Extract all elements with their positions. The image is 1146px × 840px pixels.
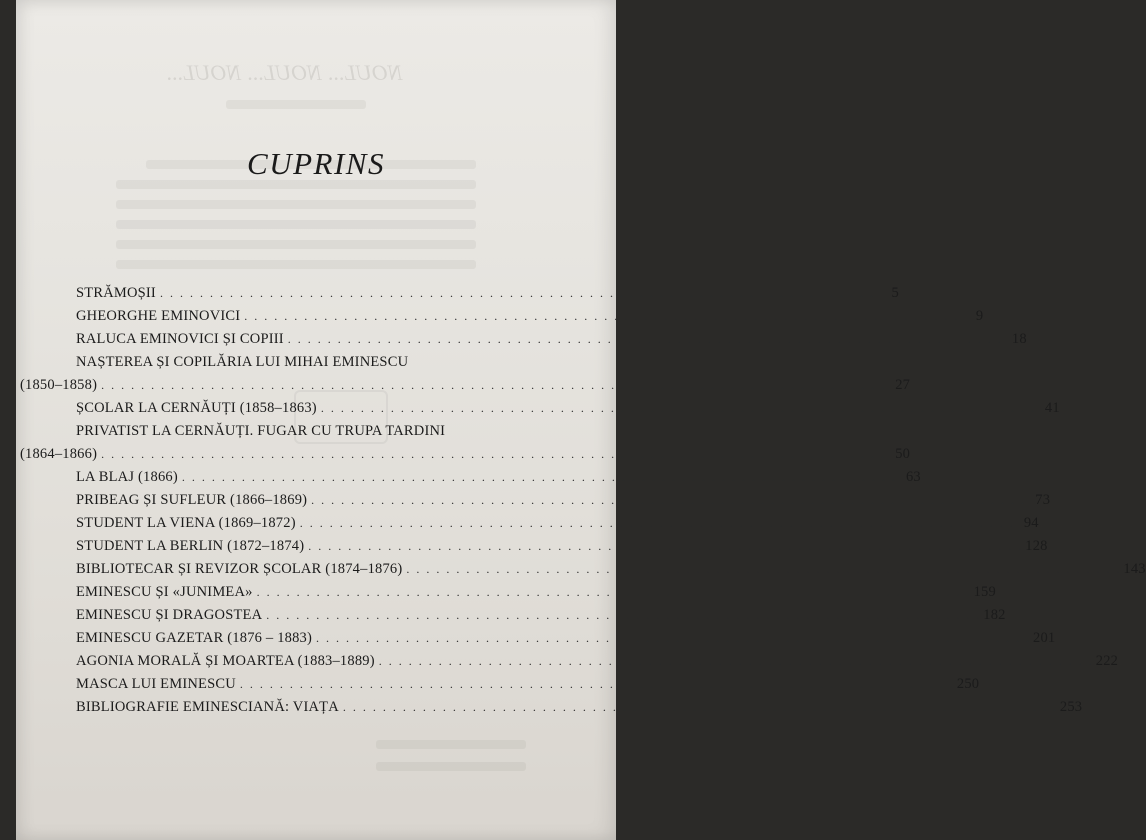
toc-entry-title: MASCA LUI EMINESCU — [76, 676, 236, 692]
show-through-line — [116, 200, 476, 209]
toc-entry-title: BIBLIOTECAR ȘI REVIZOR ȘCOLAR (1874–1876) — [76, 561, 403, 577]
toc-entry-title: STUDENT LA BERLIN (1872–1874) — [76, 538, 305, 554]
toc-entry — [16, 492, 1051, 515]
leader-dots: . . . . . . . . . . . . . . . . . . . . . . . . . . . . . . . . . . . . . . . . . . . . . . . . . . . . . . . . . . . . . . . . . . . . . . . . — [406, 562, 1122, 576]
leader-dots: . . . . . . . . . . . . . . . . . . . . . . . . . . . . . . . . . . . . . . . . . . . . . . . . . . . . . . . . . . . . . . . . . . . . . . . . — [239, 677, 955, 691]
show-through-line — [116, 260, 476, 269]
toc-entry-title: AGONIA MORALĂ ȘI MOARTEA (1883–1889) — [76, 653, 375, 669]
toc-entry-title: BIBLIOGRAFIE EMINESCIANĂ: VIAȚA — [76, 699, 339, 715]
toc-entry-continued — [16, 377, 911, 400]
show-through-line — [116, 220, 476, 229]
toc-page-number: 27 — [895, 377, 911, 393]
toc-entry-title: LA BLAJ (1866) — [76, 469, 178, 485]
toc-page-number: 222 — [1095, 653, 1119, 669]
toc-page-number: 128 — [1025, 538, 1048, 554]
toc-entry — [16, 285, 899, 308]
toc-entry — [16, 469, 921, 492]
toc-entry-title: GHEORGHE EMINOVICI — [76, 308, 241, 324]
book-page — [16, 0, 1146, 840]
toc-entry-title: NAȘTEREA ȘI COPILĂRIA LUI MIHAI EMINESCU — [76, 354, 409, 370]
toc-entry — [16, 676, 980, 699]
show-through-line — [116, 240, 476, 249]
leader-dots: . . . . . . . . . . . . . . . . . . . . . . . . . . . . . . . . . . . . . . . . . . . . . . . . . . . . . . . . . . . . . . . . . . . . . . . . — [316, 631, 1032, 645]
toc-entry — [16, 308, 984, 331]
show-through-line — [376, 762, 526, 771]
leader-dots: . . . . . . . . . . . . . . . . . . . . . . . . . . . . . . . . . . . . . . . . . . . . . . . . . . . . . . . . . . . . . . . . . . . . . . . . — [159, 286, 875, 300]
toc-entry-title: STRĂMOȘII — [76, 285, 156, 301]
toc-entry-title: PRIBEAG ȘI SUFLEUR (1866–1869) — [76, 492, 308, 508]
toc-page-number: 253 — [1059, 699, 1083, 715]
toc-entry — [16, 584, 996, 607]
toc-page-number: 182 — [983, 607, 1006, 623]
toc-entry — [16, 607, 1006, 630]
leader-dots: . . . . . . . . . . . . . . . . . . . . . . . . . . . . . . . . . . . . . . . . . . . . . . . . . . . . . . . . . . . . . . . . . . . . . . . . — [266, 608, 982, 622]
toc-entry — [16, 515, 1039, 538]
toc-entry — [16, 354, 616, 377]
toc-page-number: 18 — [1011, 331, 1027, 347]
leader-dots: . . . . . . . . . . . . . . . . . . . . . . . . . . . . . . . . . . . . . . . . . . . . . . . . . . . . . . . . . . . . . . . . . . . . . . . . — [181, 470, 897, 484]
leader-dots: . . . . . . . . . . . . . . . . . . . . . . . . . . . . . . . . . . . . . . . . . . . . . . . . . . . . . . . . . . . . . . . . . . . . . . . . — [299, 516, 1015, 530]
toc-entry-title: PRIVATIST LA CERNĂUȚI. FUGAR CU TRUPA TARDINI — [76, 423, 446, 439]
toc-entry — [16, 630, 1056, 653]
toc-page-number: 73 — [1035, 492, 1051, 508]
show-through-heading: NOUL... NOUL... NOUL... — [166, 60, 403, 85]
leader-dots: . . . . . . . . . . . . . . . . . . . . . . . . . . . . . . . . . . . . . . . . . . . . . . . . . . . . . . . . . . . . . . . . . . . . . . . . — [320, 401, 1036, 415]
leader-dots: . . . . . . . . . . . . . . . . . . . . . . . . . . . . . . . . . . . . . . . . . . . . . . . . . . . . . . . . . . . . . . . . . . . . . . . . — [287, 332, 1003, 346]
toc-page-number: 143 — [1123, 561, 1146, 577]
leader-dots: . . . . . . . . . . . . . . . . . . . . . . . . . . . . . . . . . . . . . . . . . . . . . . . . . . . . . . . . . . . . . . . . . . . . . . . . — [342, 700, 1058, 714]
show-through-line — [226, 100, 366, 109]
toc-entry-title: EMINESCU GAZETAR (1876 – 1883) — [76, 630, 313, 646]
toc-entry-title: ȘCOLAR LA CERNĂUȚI (1858–1863) — [76, 400, 317, 416]
leader-dots: . . . . . . . . . . . . . . . . . . . . . . . . . . . . . . . . . . . . . . . . . . . . . . . . . . . . . . . . . . . . . . . . . . . . . . . . . . . . . . . — [101, 378, 887, 392]
toc-entry — [16, 400, 1060, 423]
toc-entry-continued — [16, 446, 911, 469]
toc-entry — [16, 331, 1027, 354]
toc-entry-title: (1850–1858) — [20, 377, 98, 393]
toc-page-number: 94 — [1023, 515, 1039, 531]
show-through-line — [376, 740, 526, 749]
leader-dots: . . . . . . . . . . . . . . . . . . . . . . . . . . . . . . . . . . . . . . . . . . . . . . . . . . . . . . . . . . . . . . . . . . . . . . . . — [308, 539, 1024, 553]
toc-entry — [16, 561, 1146, 584]
toc-page-number: 159 — [973, 584, 996, 600]
toc-entry — [16, 538, 1048, 561]
toc-page-number: 63 — [905, 469, 921, 485]
toc-page-number: 5 — [891, 285, 899, 301]
toc-page-number: 250 — [956, 676, 980, 692]
table-of-contents — [16, 285, 1146, 722]
toc-entry-title: RALUCA EMINOVICI ȘI COPIII — [76, 331, 284, 347]
toc-entry — [16, 653, 1119, 676]
toc-entry-title: STUDENT LA VIENA (1869–1872) — [76, 515, 296, 531]
leader-dots: . . . . . . . . . . . . . . . . . . . . . . . . . . . . . . . . . . . . . . . . . . . . . . . . . . . . . . . . . . . . . . . . . . . . . . . . . . . . . . . — [101, 447, 887, 461]
leader-dots: . . . . . . . . . . . . . . . . . . . . . . . . . . . . . . . . . . . . . . . . . . . . . . . . . . . . . . . . . . . . . . . . . . . . . . . . — [311, 493, 1027, 507]
toc-page-number: 50 — [895, 446, 911, 462]
toc-page-number: 9 — [975, 308, 984, 324]
toc-page-number: 201 — [1033, 630, 1056, 646]
page-title: CUPRINS — [247, 146, 385, 181]
toc-entry-title: EMINESCU ȘI DRAGOSTEA — [76, 607, 263, 623]
leader-dots: . . . . . . . . . . . . . . . . . . . . . . . . . . . . . . . . . . . . . . . . . . . . . . . . . . . . . . . . . . . . . . . . . . . . . . . . — [256, 585, 972, 599]
leader-dots: . . . . . . . . . . . . . . . . . . . . . . . . . . . . . . . . . . . . . . . . . . . . . . . . . . . . . . . . . . . . . . . . . . . . . . . . — [244, 309, 960, 323]
toc-entry — [16, 423, 616, 446]
leader-dots: . . . . . . . . . . . . . . . . . . . . . . . . . . . . . . . . . . . . . . . . . . . . . . . . . . . . . . . . . . . . . . . . . . . . . . . . — [378, 654, 1094, 668]
toc-entry — [16, 699, 1083, 722]
toc-entry-title: (1864–1866) — [20, 446, 98, 462]
toc-page-number: 41 — [1044, 400, 1060, 416]
toc-entry-title: EMINESCU ȘI «JUNIMEA» — [76, 584, 253, 600]
